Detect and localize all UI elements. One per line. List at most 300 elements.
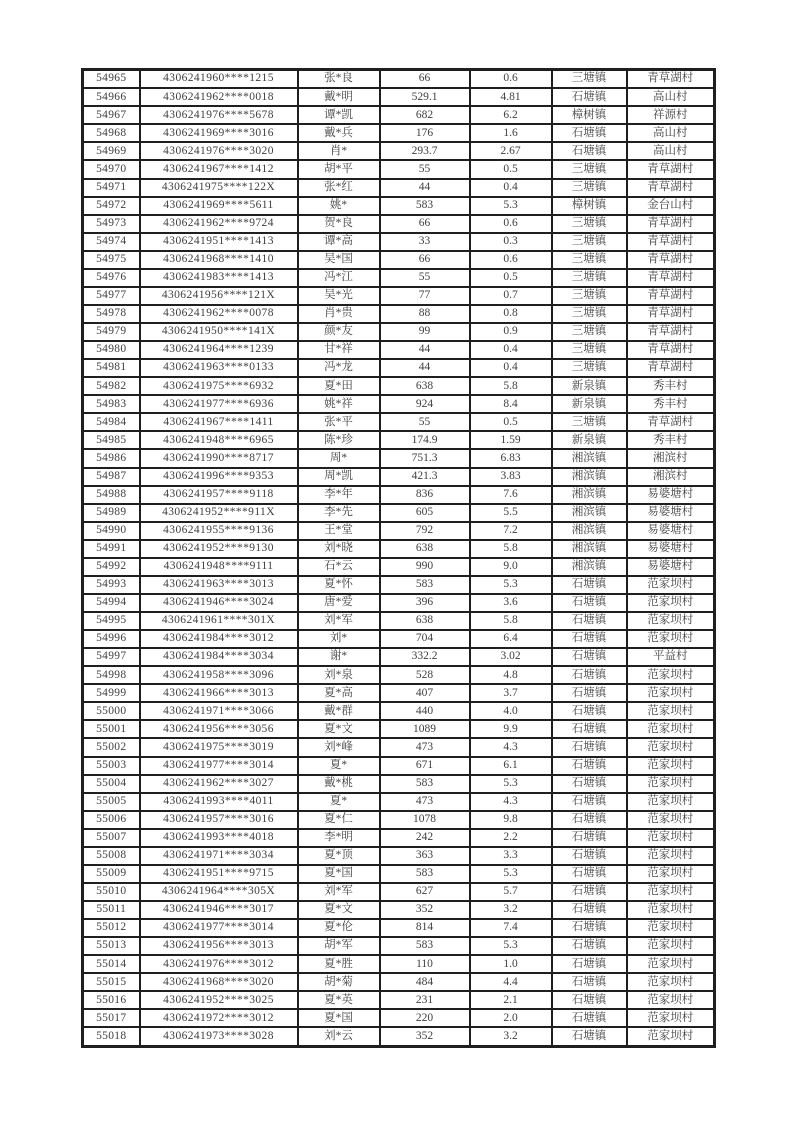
cell-index: 54975 (83, 251, 140, 269)
cell-value2: 6.2 (470, 106, 552, 124)
cell-name: 刘*峰 (298, 738, 380, 756)
cell-id: 4306241971****3066 (140, 702, 298, 720)
cell-value2: 0.4 (470, 341, 552, 359)
cell-value1: 583 (380, 775, 470, 793)
table-row (83, 775, 715, 793)
cell-town: 三塘镇 (552, 70, 627, 89)
cell-value1: 407 (380, 684, 470, 702)
table-row (83, 233, 715, 251)
cell-name: 吴*国 (298, 251, 380, 269)
cell-town: 湘滨镇 (552, 522, 627, 540)
cell-value1: 638 (380, 612, 470, 630)
cell-town: 三塘镇 (552, 323, 627, 341)
cell-id: 4306241957****3016 (140, 811, 298, 829)
cell-village: 范家坝村 (627, 738, 715, 756)
cell-value1: 352 (380, 1027, 470, 1046)
cell-value2: 3.3 (470, 847, 552, 865)
table-row (83, 88, 715, 106)
cell-id: 4306241946****3024 (140, 594, 298, 612)
cell-town: 三塘镇 (552, 233, 627, 251)
cell-value2: 4.3 (470, 793, 552, 811)
cell-town: 湘滨镇 (552, 449, 627, 467)
cell-town: 石塘镇 (552, 955, 627, 973)
cell-town: 三塘镇 (552, 359, 627, 377)
cell-town: 三塘镇 (552, 215, 627, 233)
cell-town: 石塘镇 (552, 594, 627, 612)
cell-index: 55012 (83, 919, 140, 937)
cell-value2: 5.3 (470, 775, 552, 793)
cell-village: 易婆塘村 (627, 504, 715, 522)
cell-value1: 293.7 (380, 142, 470, 160)
cell-id: 4306241946****3017 (140, 901, 298, 919)
cell-index: 54966 (83, 88, 140, 106)
cell-village: 范家坝村 (627, 865, 715, 883)
cell-name: 夏*胜 (298, 955, 380, 973)
cell-town: 湘滨镇 (552, 504, 627, 522)
cell-town: 三塘镇 (552, 269, 627, 287)
cell-town: 三塘镇 (552, 413, 627, 431)
cell-town: 石塘镇 (552, 829, 627, 847)
cell-town: 石塘镇 (552, 702, 627, 720)
cell-index: 55015 (83, 973, 140, 991)
cell-village: 范家坝村 (627, 793, 715, 811)
cell-value1: 66 (380, 251, 470, 269)
cell-town: 石塘镇 (552, 847, 627, 865)
cell-value1: 231 (380, 991, 470, 1009)
table-row (83, 1027, 715, 1046)
cell-id: 4306241952****911X (140, 504, 298, 522)
cell-town: 石塘镇 (552, 630, 627, 648)
cell-value2: 4.4 (470, 973, 552, 991)
cell-index: 55006 (83, 811, 140, 829)
cell-value2: 4.81 (470, 88, 552, 106)
cell-value1: 110 (380, 955, 470, 973)
cell-value1: 638 (380, 377, 470, 395)
cell-value1: 529.1 (380, 88, 470, 106)
cell-id: 4306241975****122X (140, 179, 298, 197)
cell-value1: 55 (380, 413, 470, 431)
cell-name: 夏*怀 (298, 576, 380, 594)
cell-name: 肖*贵 (298, 305, 380, 323)
cell-name: 陈*珍 (298, 431, 380, 449)
table-row (83, 919, 715, 937)
cell-value2: 1.0 (470, 955, 552, 973)
cell-value2: 9.9 (470, 720, 552, 738)
cell-value2: 2.2 (470, 829, 552, 847)
cell-village: 青草湖村 (627, 359, 715, 377)
cell-value1: 704 (380, 630, 470, 648)
cell-index: 55003 (83, 757, 140, 775)
cell-town: 石塘镇 (552, 973, 627, 991)
cell-value1: 55 (380, 160, 470, 178)
cell-index: 54973 (83, 215, 140, 233)
cell-value2: 2.67 (470, 142, 552, 160)
cell-town: 石塘镇 (552, 811, 627, 829)
cell-value2: 7.2 (470, 522, 552, 540)
cell-village: 祥源村 (627, 106, 715, 124)
cell-value1: 77 (380, 287, 470, 305)
cell-value2: 9.8 (470, 811, 552, 829)
cell-value2: 5.8 (470, 612, 552, 630)
cell-value1: 836 (380, 486, 470, 504)
cell-value2: 5.3 (470, 865, 552, 883)
cell-value1: 421.3 (380, 468, 470, 486)
cell-value2: 0.7 (470, 287, 552, 305)
cell-name: 周*凯 (298, 468, 380, 486)
cell-village: 青草湖村 (627, 269, 715, 287)
cell-index: 54967 (83, 106, 140, 124)
cell-index: 54997 (83, 648, 140, 666)
cell-town: 湘滨镇 (552, 558, 627, 576)
cell-index: 54993 (83, 576, 140, 594)
cell-value2: 7.4 (470, 919, 552, 937)
cell-village: 范家坝村 (627, 684, 715, 702)
cell-village: 青草湖村 (627, 215, 715, 233)
cell-village: 范家坝村 (627, 720, 715, 738)
table-row (83, 70, 715, 89)
cell-town: 石塘镇 (552, 793, 627, 811)
cell-index: 54974 (83, 233, 140, 251)
cell-index: 55018 (83, 1027, 140, 1046)
cell-value2: 6.83 (470, 449, 552, 467)
cell-index: 55013 (83, 937, 140, 955)
cell-value2: 3.2 (470, 1027, 552, 1046)
cell-value1: 924 (380, 395, 470, 413)
cell-index: 55005 (83, 793, 140, 811)
cell-value2: 5.3 (470, 937, 552, 955)
cell-town: 石塘镇 (552, 1027, 627, 1046)
cell-village: 范家坝村 (627, 829, 715, 847)
cell-id: 4306241971****3034 (140, 847, 298, 865)
cell-value2: 0.5 (470, 413, 552, 431)
cell-town: 石塘镇 (552, 883, 627, 901)
table-row (83, 251, 715, 269)
table-row (83, 793, 715, 811)
cell-town: 三塘镇 (552, 305, 627, 323)
cell-value1: 242 (380, 829, 470, 847)
cell-value2: 4.8 (470, 666, 552, 684)
cell-index: 54986 (83, 449, 140, 467)
cell-name: 张*良 (298, 70, 380, 89)
cell-index: 54994 (83, 594, 140, 612)
cell-value1: 396 (380, 594, 470, 612)
cell-id: 4306241972****3012 (140, 1009, 298, 1027)
cell-value2: 5.3 (470, 197, 552, 215)
cell-value2: 5.7 (470, 883, 552, 901)
cell-name: 李*年 (298, 486, 380, 504)
cell-town: 石塘镇 (552, 88, 627, 106)
cell-name: 冯*江 (298, 269, 380, 287)
cell-name: 刘* (298, 630, 380, 648)
cell-value1: 638 (380, 540, 470, 558)
cell-village: 易婆塘村 (627, 486, 715, 504)
table-row (83, 179, 715, 197)
cell-index: 54965 (83, 70, 140, 89)
cell-name: 张*红 (298, 179, 380, 197)
cell-id: 4306241977****3014 (140, 919, 298, 937)
cell-index: 54980 (83, 341, 140, 359)
table-row (83, 504, 715, 522)
cell-town: 石塘镇 (552, 919, 627, 937)
cell-id: 4306241976****3020 (140, 142, 298, 160)
cell-index: 55017 (83, 1009, 140, 1027)
cell-village: 范家坝村 (627, 594, 715, 612)
cell-value2: 9.0 (470, 558, 552, 576)
cell-village: 范家坝村 (627, 702, 715, 720)
table-row (83, 215, 715, 233)
cell-village: 青草湖村 (627, 305, 715, 323)
cell-name: 戴*群 (298, 702, 380, 720)
cell-value1: 363 (380, 847, 470, 865)
table-row (83, 720, 715, 738)
table-row (83, 1009, 715, 1027)
cell-index: 54984 (83, 413, 140, 431)
cell-village: 金台山村 (627, 197, 715, 215)
cell-name: 夏*文 (298, 901, 380, 919)
cell-village: 范家坝村 (627, 901, 715, 919)
cell-village: 易婆塘村 (627, 558, 715, 576)
cell-id: 4306241956****3013 (140, 937, 298, 955)
cell-village: 易婆塘村 (627, 522, 715, 540)
table-row (83, 630, 715, 648)
cell-id: 4306241984****3012 (140, 630, 298, 648)
cell-value1: 682 (380, 106, 470, 124)
cell-id: 4306241955****9136 (140, 522, 298, 540)
table-row (83, 684, 715, 702)
cell-village: 青草湖村 (627, 341, 715, 359)
table-row (83, 648, 715, 666)
table-row (83, 197, 715, 215)
cell-name: 姚* (298, 197, 380, 215)
cell-village: 范家坝村 (627, 811, 715, 829)
table-row (83, 142, 715, 160)
cell-name: 肖* (298, 142, 380, 160)
cell-id: 4306241973****3028 (140, 1027, 298, 1046)
cell-village: 湘滨村 (627, 449, 715, 467)
cell-name: 冯*龙 (298, 359, 380, 377)
table-row (83, 757, 715, 775)
cell-name: 夏*仁 (298, 811, 380, 829)
cell-id: 4306241968****1410 (140, 251, 298, 269)
cell-town: 三塘镇 (552, 251, 627, 269)
cell-id: 4306241957****9118 (140, 486, 298, 504)
cell-id: 4306241962****3027 (140, 775, 298, 793)
cell-value2: 8.4 (470, 395, 552, 413)
cell-value2: 4.0 (470, 702, 552, 720)
cell-value1: 583 (380, 197, 470, 215)
table-row (83, 955, 715, 973)
cell-value1: 671 (380, 757, 470, 775)
cell-village: 范家坝村 (627, 757, 715, 775)
cell-value2: 2.1 (470, 991, 552, 1009)
cell-value2: 0.9 (470, 323, 552, 341)
cell-name: 谢* (298, 648, 380, 666)
cell-name: 张*平 (298, 413, 380, 431)
cell-index: 54971 (83, 179, 140, 197)
cell-value2: 0.8 (470, 305, 552, 323)
cell-id: 4306241950****141X (140, 323, 298, 341)
table-row (83, 738, 715, 756)
table-row (83, 594, 715, 612)
cell-town: 新泉镇 (552, 395, 627, 413)
cell-town: 三塘镇 (552, 160, 627, 178)
cell-value2: 0.6 (470, 215, 552, 233)
table-row (83, 449, 715, 467)
cell-value2: 0.4 (470, 359, 552, 377)
cell-name: 唐*爱 (298, 594, 380, 612)
cell-name: 刘*云 (298, 1027, 380, 1046)
cell-value2: 1.59 (470, 431, 552, 449)
cell-village: 范家坝村 (627, 937, 715, 955)
table-row (83, 847, 715, 865)
cell-village: 秀丰村 (627, 431, 715, 449)
cell-name: 夏*文 (298, 720, 380, 738)
cell-name: 夏*国 (298, 865, 380, 883)
cell-index: 54977 (83, 287, 140, 305)
cell-village: 秀丰村 (627, 395, 715, 413)
cell-value2: 3.7 (470, 684, 552, 702)
cell-index: 54981 (83, 359, 140, 377)
cell-id: 4306241951****1413 (140, 233, 298, 251)
cell-village: 范家坝村 (627, 847, 715, 865)
cell-value1: 473 (380, 793, 470, 811)
cell-id: 4306241977****6936 (140, 395, 298, 413)
cell-id: 4306241975****6932 (140, 377, 298, 395)
cell-id: 4306241990****8717 (140, 449, 298, 467)
cell-id: 4306241961****301X (140, 612, 298, 630)
cell-index: 54983 (83, 395, 140, 413)
cell-index: 54990 (83, 522, 140, 540)
cell-village: 秀丰村 (627, 377, 715, 395)
cell-village: 青草湖村 (627, 233, 715, 251)
cell-name: 吴*光 (298, 287, 380, 305)
table-row (83, 287, 715, 305)
cell-value1: 583 (380, 865, 470, 883)
records-table-body (83, 70, 715, 1047)
cell-name: 谭*高 (298, 233, 380, 251)
cell-name: 夏*高 (298, 684, 380, 702)
table-row (83, 468, 715, 486)
cell-town: 樟树镇 (552, 197, 627, 215)
cell-town: 石塘镇 (552, 937, 627, 955)
cell-value2: 3.83 (470, 468, 552, 486)
cell-id: 4306241962****0078 (140, 305, 298, 323)
cell-index: 54978 (83, 305, 140, 323)
cell-id: 4306241993****4011 (140, 793, 298, 811)
table-row (83, 666, 715, 684)
cell-index: 54979 (83, 323, 140, 341)
cell-name: 王*堂 (298, 522, 380, 540)
cell-value1: 174.9 (380, 431, 470, 449)
cell-index: 54988 (83, 486, 140, 504)
table-row (83, 323, 715, 341)
cell-value1: 33 (380, 233, 470, 251)
cell-value1: 44 (380, 179, 470, 197)
cell-index: 54968 (83, 124, 140, 142)
cell-name: 石*云 (298, 558, 380, 576)
table-row (83, 811, 715, 829)
cell-value1: 176 (380, 124, 470, 142)
cell-index: 54970 (83, 160, 140, 178)
cell-value1: 990 (380, 558, 470, 576)
records-table (81, 68, 716, 1048)
cell-name: 贺*良 (298, 215, 380, 233)
cell-name: 夏*田 (298, 377, 380, 395)
cell-village: 范家坝村 (627, 991, 715, 1009)
cell-village: 平益村 (627, 648, 715, 666)
cell-name: 夏*伦 (298, 919, 380, 937)
cell-name: 刘*晓 (298, 540, 380, 558)
cell-village: 范家坝村 (627, 883, 715, 901)
table-row (83, 431, 715, 449)
cell-village: 青草湖村 (627, 70, 715, 89)
cell-name: 李*明 (298, 829, 380, 847)
cell-village: 青草湖村 (627, 323, 715, 341)
cell-id: 4306241977****3014 (140, 757, 298, 775)
table-row (83, 359, 715, 377)
cell-village: 青草湖村 (627, 413, 715, 431)
cell-index: 54987 (83, 468, 140, 486)
cell-village: 湘滨村 (627, 468, 715, 486)
cell-value1: 220 (380, 1009, 470, 1027)
cell-village: 青草湖村 (627, 287, 715, 305)
cell-value1: 99 (380, 323, 470, 341)
cell-value2: 2.0 (470, 1009, 552, 1027)
cell-town: 湘滨镇 (552, 540, 627, 558)
cell-value1: 627 (380, 883, 470, 901)
cell-town: 石塘镇 (552, 142, 627, 160)
cell-value1: 583 (380, 937, 470, 955)
cell-town: 新泉镇 (552, 377, 627, 395)
cell-name: 戴*明 (298, 88, 380, 106)
cell-value1: 332.2 (380, 648, 470, 666)
cell-name: 夏*顶 (298, 847, 380, 865)
cell-town: 三塘镇 (552, 287, 627, 305)
cell-index: 54976 (83, 269, 140, 287)
cell-id: 4306241952****9130 (140, 540, 298, 558)
cell-value2: 5.8 (470, 377, 552, 395)
cell-id: 4306241962****9724 (140, 215, 298, 233)
cell-value2: 4.3 (470, 738, 552, 756)
cell-id: 4306241956****121X (140, 287, 298, 305)
cell-town: 石塘镇 (552, 612, 627, 630)
cell-index: 55016 (83, 991, 140, 1009)
cell-id: 4306241969****5611 (140, 197, 298, 215)
cell-village: 范家坝村 (627, 612, 715, 630)
cell-town: 石塘镇 (552, 775, 627, 793)
table-row (83, 973, 715, 991)
table-row (83, 865, 715, 883)
cell-town: 石塘镇 (552, 738, 627, 756)
cell-id: 4306241976****5678 (140, 106, 298, 124)
cell-value1: 1089 (380, 720, 470, 738)
cell-id: 4306241984****3034 (140, 648, 298, 666)
cell-id: 4306241964****305X (140, 883, 298, 901)
cell-index: 55010 (83, 883, 140, 901)
table-row (83, 829, 715, 847)
cell-index: 55014 (83, 955, 140, 973)
cell-town: 石塘镇 (552, 124, 627, 142)
cell-value1: 473 (380, 738, 470, 756)
cell-id: 4306241952****3025 (140, 991, 298, 1009)
table-row (83, 395, 715, 413)
cell-index: 55000 (83, 702, 140, 720)
cell-value2: 6.4 (470, 630, 552, 648)
cell-value2: 0.6 (470, 70, 552, 89)
cell-value1: 814 (380, 919, 470, 937)
cell-village: 范家坝村 (627, 1027, 715, 1046)
cell-village: 易婆塘村 (627, 540, 715, 558)
